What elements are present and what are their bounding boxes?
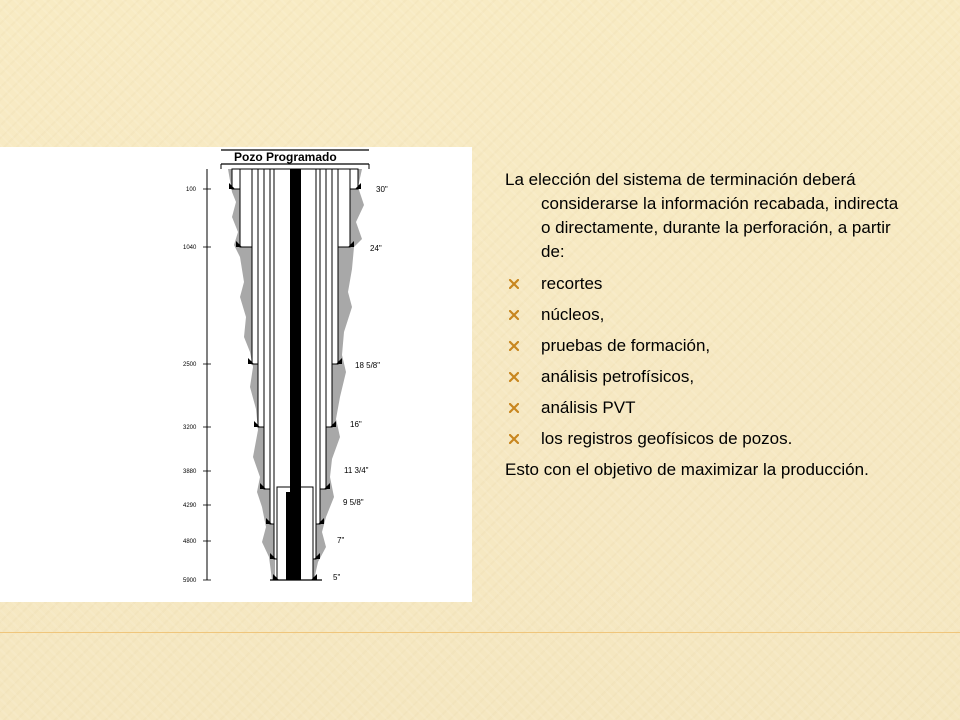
list-item (505, 334, 905, 358)
list-item (505, 272, 905, 296)
depth-label: 3880 (183, 469, 197, 475)
x-mark-icon (507, 272, 521, 296)
list-item (505, 427, 905, 451)
x-mark-icon (507, 303, 521, 327)
conclusion-paragraph: Esto con el objetivo de maximizar la producción. (505, 460, 869, 479)
depth-label: 2500 (183, 362, 197, 368)
depth-label: 4290 (183, 503, 197, 509)
depth-label: 5900 (183, 578, 197, 584)
well-schematic-svg (0, 147, 472, 602)
drill-pipe (290, 169, 301, 580)
slide-body (505, 168, 905, 490)
well-diagram (0, 147, 472, 602)
casing-size-label: 9 5/8" (343, 498, 364, 507)
x-mark-icon (507, 334, 521, 358)
depth-label: 3200 (183, 425, 197, 431)
list-item-label: análisis PVT (541, 398, 636, 417)
casing-size-label: 7" (337, 536, 345, 545)
list-item-label: núcleos, (541, 305, 605, 324)
list-item-label: pruebas de formación, (541, 336, 711, 355)
list-item (505, 365, 905, 389)
diagram-title: Pozo Programado (234, 150, 337, 164)
footer-divider (0, 632, 960, 633)
depth-label: 1040 (183, 245, 197, 251)
x-mark-icon (507, 427, 521, 451)
tubing-wall (286, 492, 290, 580)
bullet-list (505, 272, 905, 451)
depth-label: 4800 (183, 539, 197, 545)
casing-size-label: 16" (350, 420, 362, 429)
list-item-label: recortes (541, 274, 603, 293)
x-mark-icon (507, 365, 521, 389)
casing-size-label: 30" (376, 185, 388, 194)
casing-size-label: 18 5/8" (355, 361, 381, 370)
list-item-label: análisis petrofísicos, (541, 367, 695, 386)
list-item (505, 303, 905, 327)
list-item (505, 396, 905, 420)
x-mark-icon (507, 396, 521, 420)
intro-paragraph: La elección del sistema de terminación deberá considerarse la información recabada, indirecta o directamente, durante la perforación, a partir de: (505, 170, 899, 261)
depth-label: 100 (186, 187, 197, 193)
casing-size-label: 11 3/4" (344, 466, 369, 475)
list-item-label: los registros geofísicos de pozos. (541, 429, 793, 448)
casing-size-label: 24" (370, 244, 382, 253)
casing-size-label: 5" (333, 573, 341, 582)
